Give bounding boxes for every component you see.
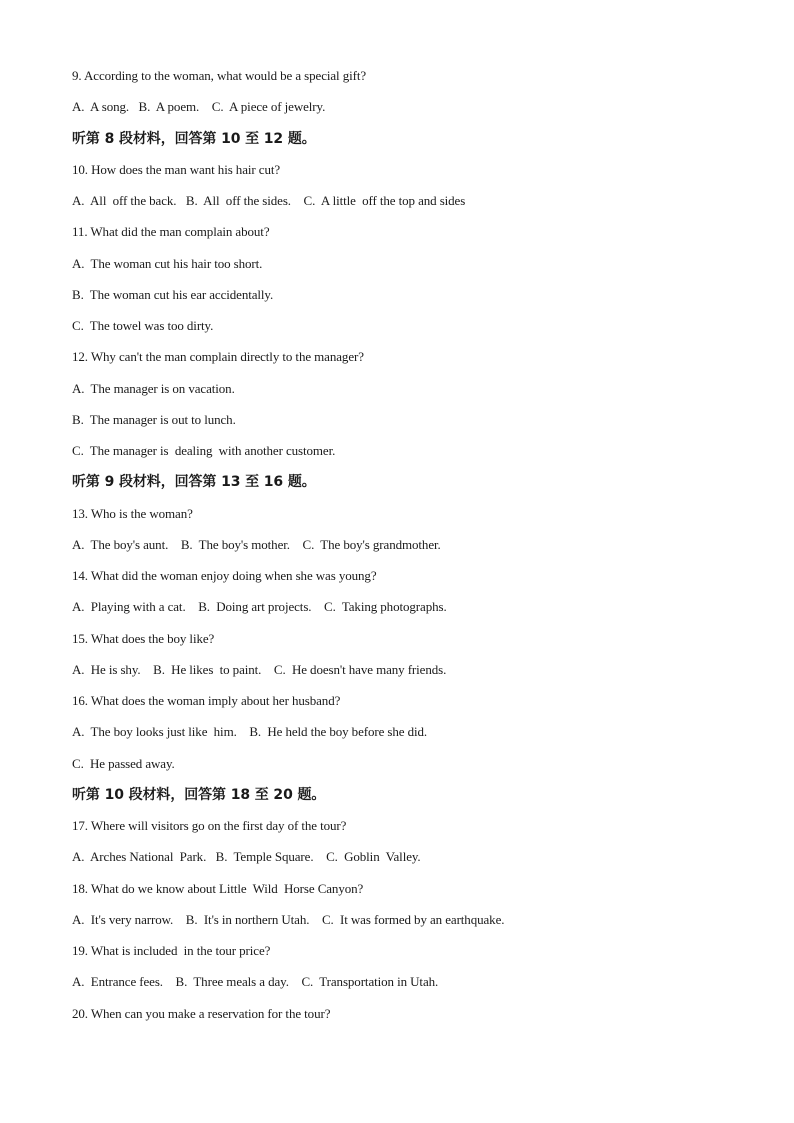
question-10-options: A. All off the back. B. All off the sides. C. A little off the top and sides [72,193,466,208]
question-10: 10. How does the man want his hair cut? [72,161,281,177]
question-16-option-c: C. He passed away. [72,755,175,771]
question-9: 9. According to the woman, what would be a special gift? [72,68,367,83]
question-18-options: A. It's very narrow. B. It's in northern Utah. C. It was formed by an earthquake. [72,911,505,927]
question-11: 11. What did the man complain about? [72,224,270,240]
document-page [72,66,752,1035]
question-15-options: A. He is shy. B. He likes to paint. C. He doesn't have many friends. [72,661,447,677]
question-17: 17. Where will visitors go on the first day of the tour? [72,818,347,833]
question-12-option-b: B. The manager is out to lunch. [72,411,236,427]
question-14: 14. What did the woman enjoy doing when she was young? [72,568,377,583]
question-17-options: A. Arches National Park. B. Temple Square. C. Goblin Valley. [72,849,421,865]
question-11-option-a: A. The woman cut his hair too short. [72,255,263,271]
question-13-options: A. The boy's aunt. B. The boy's mother. C. The boy's grandmother. [72,536,441,552]
question-14-options: A. Playing with a cat. B. Doing art projects. C. Taking photographs. [72,599,447,615]
question-9-options: A. A song. B. A poem. C. A piece of jewelry. [72,99,326,115]
question-12: 12. Why can't the man complain directly to the manager? [72,349,364,365]
question-13: 13. Who is the woman? [72,505,193,521]
question-12-option-a: A. The manager is on vacation. [72,380,235,396]
section-heading-8: 听第 8 段材料，回答第 10 至 12 题。 [72,130,316,147]
question-19: 19. What is included in the tour price? [72,943,271,958]
question-12-option-c: C. The manager is dealing with another customer. [72,443,336,458]
question-20: 20. When can you make a reservation for the tour? [72,1005,331,1021]
question-18: 18. What do we know about Little Wild Horse Canyon? [72,880,364,896]
section-heading-9: 听第 9 段材料，回答第 13 至 16 题。 [72,474,316,491]
question-16-options: A. The boy looks just like him. B. He held the boy before she did. [72,724,428,740]
question-11-option-b: B. The woman cut his ear accidentally. [72,286,274,302]
question-19-options: A. Entrance fees. B. Three meals a day. C. Transportation in Utah. [72,974,439,990]
question-11-option-c: C. The towel was too dirty. [72,318,214,333]
section-heading-10: 听第 10 段材料，回答第 18 至 20 题。 [72,786,326,803]
question-15: 15. What does the boy like? [72,630,215,646]
question-16: 16. What does the woman imply about her husband? [72,693,341,708]
